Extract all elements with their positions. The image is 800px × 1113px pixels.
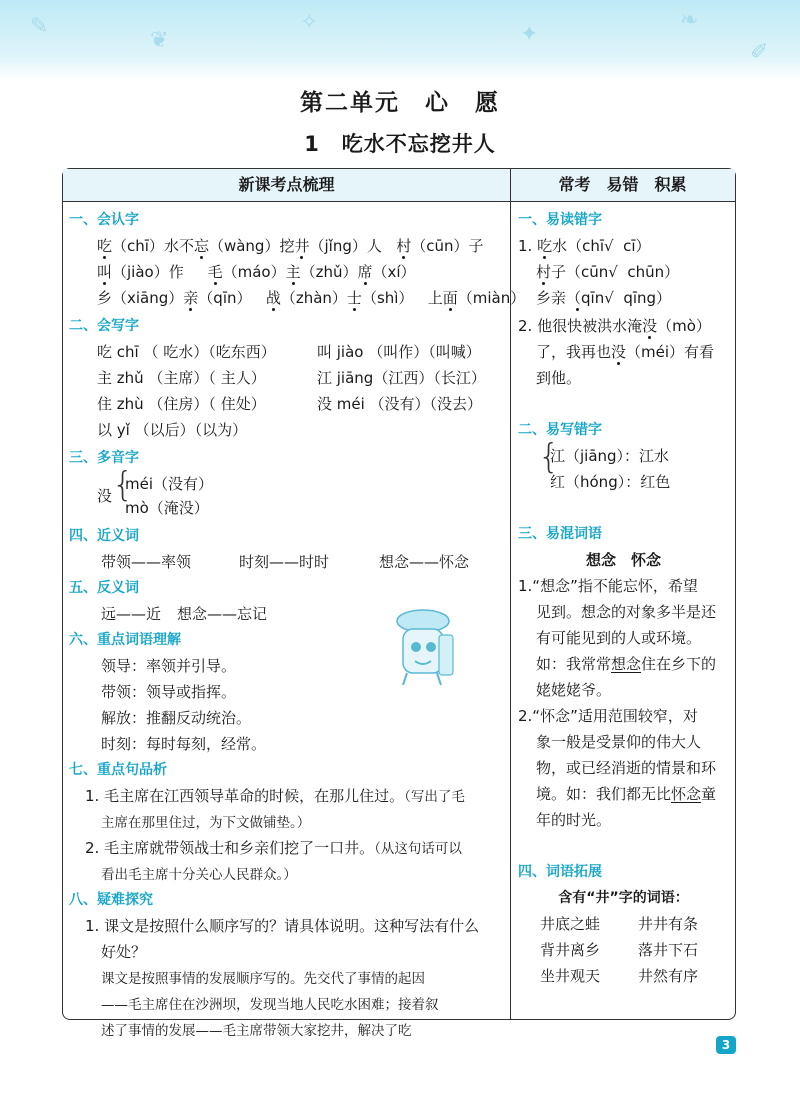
write-row: 主 zhǔ （主席）（ 主人） xyxy=(97,369,266,387)
jing-word: 井井有条 xyxy=(638,915,699,933)
confusable-text: 1.“想念”指不能忘怀，希望 xyxy=(518,577,698,595)
confusable-text: 象一般是受景仰的伟大人 xyxy=(536,733,702,751)
answer-text: 课文是按照事情的发展顺序写的。先交代了事情的起因 xyxy=(101,971,425,987)
content-frame xyxy=(62,168,736,1039)
polyphone-reading: mò（淹没） xyxy=(125,499,209,517)
sentence-analysis-note: 看出毛主席十分关心人民群众。） xyxy=(101,867,297,883)
question-text: 好处？ xyxy=(101,943,147,961)
synonym-pair: 时刻——时时 xyxy=(239,553,330,571)
confusable-text: 物，或已经消逝的情景和环 xyxy=(536,759,717,777)
section-title: 八、疑难探究 xyxy=(69,892,153,908)
confusable-text: 有可能见到的人或环境。 xyxy=(536,629,702,647)
misread-item: 村子（cūn√ chūn） xyxy=(536,263,680,281)
unit-title: 第二单元 心 愿 xyxy=(300,90,500,116)
jing-word: 井然有序 xyxy=(638,967,699,985)
lesson-title: 1 吃水不忘挖井人 xyxy=(304,132,496,156)
section-title: 五、反义词 xyxy=(69,580,139,596)
left-column-header: 新课考点梳理 xyxy=(63,169,510,202)
jing-word: 落井下石 xyxy=(638,941,699,959)
brace: { xyxy=(538,437,560,477)
section-title: 二、会写字 xyxy=(69,318,139,334)
mascot-illustration xyxy=(385,605,459,687)
misread-item: 了，我再也没（méi）有看 xyxy=(536,343,715,361)
brace: { xyxy=(112,465,134,505)
check-icon: √ xyxy=(604,237,614,255)
section-title: 四、词语拓展 xyxy=(518,864,602,880)
miswrite-item: 红（hóng）：红色 xyxy=(550,473,671,491)
recognize-row-3: 乡（xiāng）亲（qīn） 战（zhàn）士（shì） 上面（miàn） xyxy=(97,289,526,307)
page-number-badge: 3 xyxy=(716,1036,736,1054)
antonym-pair: 想念——忘记 xyxy=(177,605,268,623)
section-title: 一、易读错字 xyxy=(518,212,602,228)
confusable-text: 姥姥姥爷。 xyxy=(536,681,612,699)
section-title: 六、重点词语理解 xyxy=(69,632,181,648)
misread-item: 1. 吃水（chī√ cī） xyxy=(518,237,651,255)
sentence-analysis-note: 主席在那里住过，为下文做铺垫。） xyxy=(101,815,311,831)
jing-word: 背井离乡 xyxy=(540,941,601,959)
miswrite-item: 江（jiāng）：江水 xyxy=(550,447,670,465)
confusable-text: 2.“怀念”适用范围较窄，对 xyxy=(518,707,698,725)
section-title: 一、会认字 xyxy=(69,212,139,228)
pencil-doodle-icon: ✎ xyxy=(30,14,49,39)
synonym-pair: 想念——怀念 xyxy=(379,553,470,571)
section-title: 二、易写错字 xyxy=(518,422,602,438)
answer-text: 述了事情的发展——毛主席带领大家挖井，解决了吃 xyxy=(101,1023,412,1039)
polyphone-char: 没 xyxy=(97,487,113,505)
answer-text: ——毛主席住在沙洲坝，发现当地人民吃水困难；接着叙 xyxy=(101,997,439,1013)
check-icon: √ xyxy=(604,289,614,307)
question-text: 1. 课文是按照什么顺序写的？请具体说明。这种写法有什么 xyxy=(85,917,480,935)
synonym-pair: 带领——率领 xyxy=(101,553,192,571)
expansion-subtitle: 含有“井”字的词语： xyxy=(558,890,689,906)
jing-word: 井底之蛙 xyxy=(540,915,601,933)
sentence-analysis: 2. 毛主席就带领战士和乡亲们挖了一口井。（从这句话可以 xyxy=(85,839,462,857)
section-title: 四、近义词 xyxy=(69,528,139,544)
word-meaning: 解放：推翻反动统治。 xyxy=(101,709,252,727)
misread-item: 到他。 xyxy=(536,369,582,387)
confusable-text: 境。如：我们都无比怀念童 xyxy=(536,785,717,803)
top-decor-band xyxy=(0,0,800,80)
write-row: 住 zhù （住房）（ 住处） xyxy=(97,395,266,413)
right-column-header: 常考 易错 积累 xyxy=(510,169,735,202)
section-title: 七、重点句品析 xyxy=(69,762,167,778)
jing-word: 坐井观天 xyxy=(540,967,601,985)
section-title: 三、多音字 xyxy=(69,450,139,466)
write-row: 吃 chī （ 吃水）（吃东西） xyxy=(97,343,276,361)
write-row: 叫 jiào （叫作）（叫喊） xyxy=(317,343,481,361)
word-meaning: 带领：领导或指挥。 xyxy=(101,683,237,701)
leaf-doodle-icon: ❧ xyxy=(680,8,699,33)
polyphone-reading: méi（没有） xyxy=(125,475,214,493)
leaf-doodle-icon: ❦ xyxy=(150,28,169,53)
word-meaning: 时刻：每时每刻，经常。 xyxy=(101,735,267,753)
confusable-text: 年的时光。 xyxy=(536,811,612,829)
section-title: 三、易混词语 xyxy=(518,526,602,542)
word-meaning: 领导：率领并引导。 xyxy=(101,657,237,675)
confusable-text: 如：我常常想念住在乡下的 xyxy=(536,655,717,673)
write-row: 江 jiāng（江西）（长江） xyxy=(317,369,486,387)
confusable-subtitle: 想念 怀念 xyxy=(585,551,661,569)
write-row: 没 méi （没有）（没去） xyxy=(317,395,483,413)
antonym-pair: 远——近 xyxy=(101,605,162,623)
star-doodle-icon: ✧ xyxy=(300,10,319,35)
misread-item: 2. 他很快被洪水淹没（mò） xyxy=(518,317,711,335)
recognize-row-1: 吃（chī）水不忘（wàng）挖井（jǐng）人 村（cūn）子 xyxy=(97,237,484,255)
star-doodle-icon: ✦ xyxy=(520,22,539,47)
write-row: 以 yǐ （以后）（以为） xyxy=(97,421,248,439)
recognize-row-2: 叫（jiào）作 毛（máo）主（zhǔ）席（xí） xyxy=(97,263,416,281)
pencil-doodle-icon: ✐ xyxy=(750,40,769,65)
confusable-text: 见到。想念的对象多半是还 xyxy=(536,603,717,621)
check-icon: √ xyxy=(608,263,618,281)
sentence-analysis: 1. 毛主席在江西领导革命的时候，在那儿住过。（写出了毛 xyxy=(85,787,465,805)
misread-item: 乡亲（qīn√ qīng） xyxy=(536,289,672,307)
